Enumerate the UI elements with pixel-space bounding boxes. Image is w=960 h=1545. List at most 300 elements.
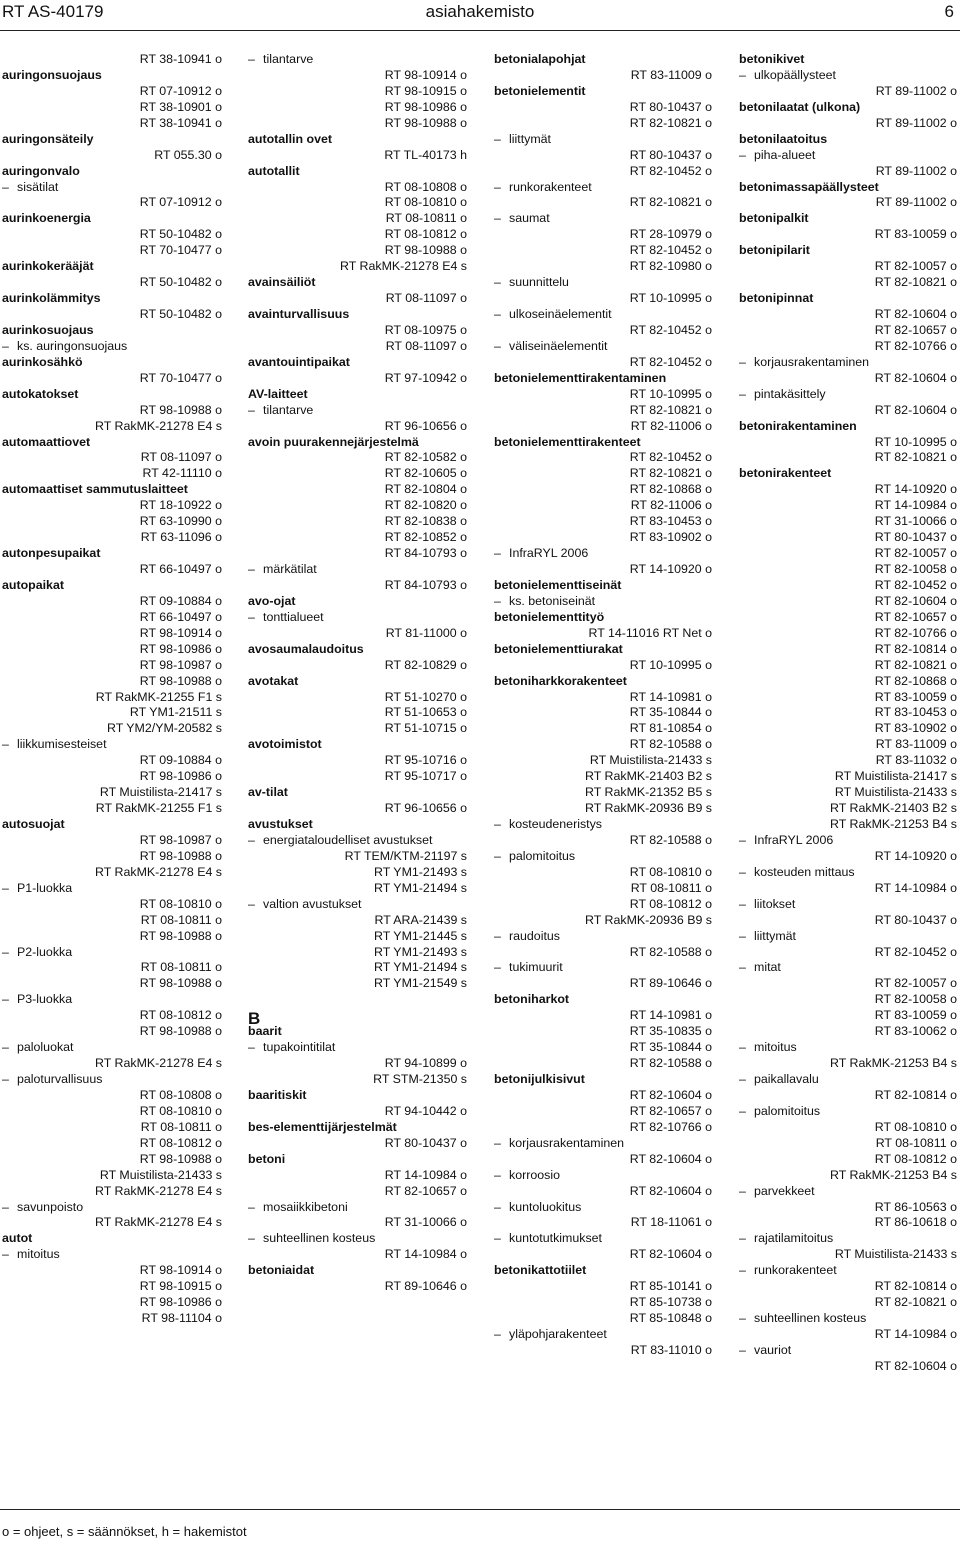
index-heading: av-tilat — [248, 785, 288, 800]
index-reference: RT 82-10604 o — [629, 1247, 712, 1262]
index-reference: RT 18-11061 o — [630, 1215, 712, 1230]
index-reference: RT 82-10657 o — [384, 1183, 467, 1198]
index-heading: betonijulkisivut — [494, 1072, 585, 1086]
index-heading: AV-laitteet — [248, 386, 308, 401]
index-reference: RT 82-11006 o — [630, 418, 712, 433]
letter-heading: B — [248, 1009, 261, 1025]
index-reference: RT 09-10884 o — [139, 593, 222, 608]
index-subentry: – korroosio — [494, 1168, 712, 1184]
index-reference: RT 82-10057 o — [874, 259, 957, 274]
index-subentry: – P3-luokka — [2, 992, 222, 1008]
index-subentry: – P1-luokka — [2, 881, 222, 897]
index-reference: RT 81-10854 o — [629, 721, 712, 736]
index-reference: RT YM2/YM-20582 s — [106, 721, 222, 736]
index-reference: RT STM-21350 s — [373, 1072, 467, 1086]
index-reference: RT 82-10852 o — [384, 530, 467, 545]
index-reference: RT 08-10811 o — [385, 211, 467, 226]
index-reference: RT 83-11009 o — [630, 67, 712, 82]
index-heading: autot — [2, 1231, 33, 1246]
index-reference: RT 82-10057 o — [874, 976, 957, 991]
spacer — [248, 992, 467, 1008]
index-heading: betonirakentaminen — [739, 418, 857, 433]
index-reference: RT YM1-21494 s — [374, 880, 467, 895]
index-reference: RT 50-10482 o — [139, 275, 222, 290]
index-reference: RT 82-10604 o — [629, 1087, 712, 1102]
index-reference: RT 18-10922 o — [139, 498, 222, 513]
index-reference: RT 89-10646 o — [384, 1279, 467, 1294]
index-reference: RT 35-10844 o — [629, 1040, 712, 1055]
index-subentry: – saumat — [494, 211, 712, 227]
index-reference: RT 31-10066 o — [384, 1215, 467, 1230]
index-reference: RT 82-10657 o — [874, 322, 957, 337]
index-subentry: – InfraRYL 2006 — [494, 546, 712, 562]
index-reference: RT 98-10988 o — [139, 673, 222, 688]
index-reference: RT 98-10987 o — [139, 832, 222, 847]
index-reference: RT 89-11002 o — [875, 195, 957, 210]
index-heading: autopaikat — [2, 577, 64, 592]
index-heading: bes-elementtijärjestelmät — [248, 1119, 397, 1134]
header-page-number: 6 — [944, 2, 954, 21]
index-heading: avo-ojat — [248, 593, 296, 608]
index-heading: avotoimistot — [248, 737, 322, 752]
index-subentry: – tilantarve — [248, 403, 467, 419]
index-reference: RT 50-10482 o — [139, 307, 222, 321]
index-reference: RT 98-10988 o — [139, 1024, 222, 1039]
index-subentry: – suhteellinen kosteus — [739, 1311, 957, 1327]
index-reference: RT 80-10437 o — [384, 1135, 467, 1150]
index-reference: RT 80-10437 o — [629, 99, 712, 114]
index-subentry: – mitat — [739, 960, 957, 976]
index-reference: RT 82-10821 o — [629, 466, 712, 481]
index-reference: RT 82-10821 o — [874, 657, 957, 672]
index-reference: RT 08-10810 o — [629, 864, 712, 879]
index-reference: RT 08-10810 o — [139, 896, 222, 911]
index-reference: RT 08-11097 o — [385, 291, 467, 306]
index-reference: RT 95-10717 o — [384, 769, 467, 784]
index-subentry: – vauriot — [739, 1343, 957, 1359]
index-subentry: – pintakäsittely — [739, 387, 957, 403]
index-reference: RT Muistilista-21433 s — [589, 753, 712, 768]
index-heading: automaattiovet — [2, 434, 91, 449]
index-reference: RT 055.30 o — [154, 147, 222, 162]
index-reference: RT 82-10452 o — [629, 450, 712, 465]
index-reference: RT 35-10844 o — [629, 705, 712, 720]
index-reference: RT 83-10059 o — [874, 689, 957, 704]
index-heading: betonikivet — [739, 52, 805, 66]
index-reference: RT 14-10984 o — [874, 880, 957, 895]
index-reference: RT 82-10588 o — [629, 832, 712, 847]
index-heading: betonilaatoitus — [739, 131, 828, 146]
index-heading: autosuojat — [2, 817, 65, 831]
index-reference: RT 38-10901 o — [139, 99, 222, 114]
index-subentry: – ulkopäällysteet — [739, 68, 957, 84]
index-reference: RT ARA-21439 s — [374, 912, 467, 927]
index-reference: RT 51-10653 o — [384, 705, 467, 720]
index-reference: RT 82-10766 o — [874, 625, 957, 640]
index-heading: avainsäiliöt — [248, 275, 316, 290]
index-reference: RT 98-11104 o — [141, 1311, 222, 1326]
index-subentry: – ks. auringonsuojaus — [2, 339, 222, 355]
index-subentry: – märkätilat — [248, 562, 467, 578]
index-reference: RT YM1-21549 s — [374, 976, 467, 991]
index-subentry: – liittymät — [494, 132, 712, 148]
index-reference: RT Muistilista-21417 s — [834, 769, 957, 784]
index-reference: RT 82-10604 o — [874, 593, 957, 608]
index-reference: RT 08-10812 o — [874, 1151, 957, 1166]
index-heading: aurinkosuojaus — [2, 322, 94, 337]
index-reference: RT 08-10975 o — [384, 322, 467, 337]
index-reference: RT 08-10808 o — [384, 179, 467, 194]
index-reference: RT 10-10995 o — [874, 434, 957, 449]
index-reference: RT Muistilista-21433 s — [834, 785, 957, 800]
index-heading: betonielementtityö — [494, 609, 605, 624]
index-reference: RT 38-10941 o — [139, 52, 222, 66]
index-heading: avainturvallisuus — [248, 307, 350, 321]
index-reference: RT 82-10452 o — [874, 944, 957, 959]
index-reference: RT 82-10868 o — [874, 673, 957, 688]
index-subentry: – suunnittelu — [494, 275, 712, 291]
index-subentry: – liittymät — [739, 929, 957, 945]
index-subentry: – korjausrakentaminen — [739, 355, 957, 371]
index-reference: RT 82-10588 o — [629, 944, 712, 959]
index-reference: RT 66-10497 o — [139, 562, 222, 576]
index-subentry: – rajatilamitoitus — [739, 1231, 957, 1247]
index-reference: RT 51-10715 o — [384, 721, 467, 736]
index-reference: RT 08-10812 o — [384, 227, 467, 242]
index-reference: RT 98-10914 o — [139, 625, 222, 640]
index-reference: RT 08-10808 o — [139, 1087, 222, 1102]
index-reference: RT 83-10902 o — [874, 721, 957, 736]
header-document-code: RT AS-40179 — [2, 2, 104, 21]
index-reference: RT RakMK-21278 E4 s — [340, 259, 467, 274]
index-reference: RT 08-11097 o — [140, 450, 222, 465]
index-reference: RT 82-10057 o — [874, 546, 957, 561]
index-subentry: – valtion avustukset — [248, 897, 467, 913]
index-reference: RT 08-11097 o — [385, 338, 467, 353]
index-reference: RT 07-10912 o — [139, 83, 222, 98]
index-reference: RT 83-10902 o — [629, 530, 712, 545]
index-reference: RT 98-10988 o — [384, 115, 467, 130]
index-reference: RT 98-10914 o — [139, 1263, 222, 1278]
header-rule — [0, 30, 960, 31]
index-reference: RT 80-10437 o — [874, 912, 957, 927]
index-column-4 — [739, 52, 957, 1375]
index-reference: RT RakMK-20936 B9 s — [585, 912, 712, 927]
index-reference: RT 82-10804 o — [384, 482, 467, 497]
index-subentry: – P2-luokka — [2, 945, 222, 961]
index-reference: RT RakMK-21403 B2 s — [830, 801, 957, 816]
index-heading: autotallin ovet — [248, 131, 332, 146]
index-reference: RT 42-11110 o — [142, 466, 222, 481]
index-reference: RT 98-10988 o — [139, 976, 222, 991]
index-reference: RT 35-10835 o — [629, 1024, 712, 1039]
index-subentry: – tonttialueet — [248, 610, 467, 626]
index-reference: RT 82-10452 o — [629, 243, 712, 258]
index-reference: RT 82-10588 o — [629, 1056, 712, 1071]
index-heading: autonpesupaikat — [2, 546, 101, 561]
index-reference: RT YM1-21493 s — [374, 944, 467, 959]
index-reference: RT 70-10477 o — [139, 243, 222, 258]
index-reference: RT 14-10984 o — [384, 1247, 467, 1262]
index-reference: RT YM1-21493 s — [374, 864, 467, 879]
index-subentry: – paloluokat — [2, 1040, 222, 1056]
index-reference: RT 14-10981 o — [629, 689, 712, 704]
index-reference: RT 82-10604 o — [629, 1151, 712, 1166]
index-reference: RT 82-10814 o — [874, 1279, 957, 1294]
index-reference: RT 51-10270 o — [384, 689, 467, 704]
index-subentry: – ks. betoniseinät — [494, 594, 712, 610]
index-reference: RT 82-10814 o — [874, 1087, 957, 1102]
index-reference: RT RakMK-21278 E4 s — [95, 1056, 222, 1071]
index-reference: RT 94-10442 o — [384, 1103, 467, 1118]
index-reference: RT Muistilista-21433 s — [834, 1247, 957, 1262]
index-reference: RT 82-10452 o — [874, 577, 957, 592]
index-heading: betoniharkot — [494, 992, 570, 1007]
index-reference: RT 85-10141 o — [629, 1279, 712, 1294]
index-reference: RT RakMK-21253 B4 s — [830, 1167, 957, 1182]
index-subentry: – mitoitus — [739, 1040, 957, 1056]
index-heading: auringonsuojaus — [2, 67, 102, 82]
index-reference: RT 84-10793 o — [384, 577, 467, 592]
index-reference: RT 82-10821 o — [874, 275, 957, 290]
index-subentry: – savunpoisto — [2, 1200, 222, 1216]
index-reference: RT RakMK-21253 B4 s — [830, 817, 957, 831]
index-reference: RT 82-10058 o — [874, 562, 957, 576]
index-reference: RT 08-10811 o — [140, 912, 222, 927]
index-reference: RT TEM/KTM-21197 s — [344, 848, 467, 863]
index-reference: RT 83-11032 o — [875, 753, 957, 768]
index-reference: RT 14-10984 o — [874, 1327, 957, 1341]
index-heading: avosaumalaudoitus — [248, 641, 364, 656]
index-reference: RT 98-10987 o — [139, 657, 222, 672]
index-reference: RT 83-11010 o — [630, 1342, 712, 1357]
index-reference: RT 82-10604 o — [874, 1358, 957, 1373]
index-reference: RT 07-10912 o — [139, 195, 222, 210]
footer-legend: o = ohjeet, s = säännökset, h = hakemistot — [2, 1524, 247, 1539]
index-column-2 — [248, 52, 467, 1295]
index-reference: RT 09-10884 o — [139, 753, 222, 768]
index-subentry: – korjausrakentaminen — [494, 1136, 712, 1152]
index-subentry: – tilantarve — [248, 52, 467, 68]
index-reference: RT 98-10914 o — [384, 67, 467, 82]
index-heading: auringonsäteily — [2, 131, 94, 146]
index-heading: avoin puurakennejärjestelmä — [248, 434, 419, 449]
index-reference: RT 14-10984 o — [874, 498, 957, 513]
index-column-1 — [2, 52, 222, 1327]
index-heading: baaritiskit — [248, 1087, 307, 1102]
index-reference: RT RakMK-21352 B5 s — [585, 785, 712, 800]
index-reference: RT 82-10604 o — [874, 370, 957, 385]
page-header — [0, 0, 960, 26]
index-reference: RT 14-10920 o — [629, 562, 712, 576]
index-subentry: – raudoitus — [494, 929, 712, 945]
index-reference: RT 82-10868 o — [629, 482, 712, 497]
index-subentry: – suhteellinen kosteus — [248, 1231, 467, 1247]
index-reference: RT 98-10988 o — [384, 243, 467, 258]
index-reference: RT 14-10920 o — [874, 482, 957, 497]
footer-rule — [0, 1509, 960, 1510]
index-reference: RT 82-10604 o — [874, 402, 957, 417]
index-reference: RT 28-10979 o — [629, 227, 712, 242]
index-reference: RT 82-10605 o — [384, 466, 467, 481]
index-reference: RT 14-11016 RT Net o — [588, 625, 712, 640]
index-heading: betonipinnat — [739, 291, 814, 306]
index-reference: RT RakMK-21255 F1 s — [95, 801, 222, 816]
index-heading: betonikattotiilet — [494, 1263, 587, 1278]
index-reference: RT 82-10452 o — [629, 354, 712, 369]
index-heading: betonielementtirakenteet — [494, 434, 641, 449]
index-heading: betonielementit — [494, 83, 586, 98]
index-subentry: – energiataloudelliset avustukset — [248, 833, 467, 849]
index-reference: RT 89-11002 o — [875, 115, 957, 130]
index-reference: RT 95-10716 o — [384, 753, 467, 768]
index-reference: RT 82-10657 o — [629, 1103, 712, 1118]
index-reference: RT 08-10810 o — [874, 1119, 957, 1134]
index-reference: RT 98-10988 o — [139, 402, 222, 417]
index-heading: auringonvalo — [2, 163, 80, 178]
index-subentry: – liitokset — [739, 897, 957, 913]
index-reference: RT 63-11096 o — [140, 530, 222, 545]
index-reference: RT 08-10812 o — [629, 896, 712, 911]
index-reference: RT 10-10995 o — [629, 291, 712, 306]
index-reference: RT 85-10848 o — [629, 1311, 712, 1326]
index-heading: betonirakenteet — [739, 466, 832, 481]
index-heading: aurinkolämmitys — [2, 291, 101, 306]
index-reference: RT 89-11002 o — [875, 83, 957, 98]
index-reference: RT 14-10920 o — [874, 848, 957, 863]
index-subentry: – palomitoitus — [739, 1104, 957, 1120]
index-subentry: – runkorakenteet — [494, 180, 712, 196]
index-reference: RT 83-10059 o — [874, 227, 957, 242]
index-column-3 — [494, 52, 712, 1359]
index-reference: RT 80-10437 o — [874, 530, 957, 545]
index-heading: betonielementtirakentaminen — [494, 370, 667, 385]
index-reference: RT 82-10058 o — [874, 992, 957, 1007]
index-subentry: – kuntoluokitus — [494, 1200, 712, 1216]
index-reference: RT 08-10811 o — [140, 960, 222, 975]
index-reference: RT 82-10604 o — [874, 307, 957, 321]
index-heading: baarit — [248, 1024, 282, 1039]
index-reference: RT 80-10437 o — [629, 147, 712, 162]
index-reference: RT 10-10995 o — [629, 657, 712, 672]
index-reference: RT 96-10656 o — [384, 418, 467, 433]
index-reference: RT RakMK-21253 B4 s — [830, 1056, 957, 1071]
index-reference: RT 82-10820 o — [384, 498, 467, 513]
index-reference: RT 63-10990 o — [139, 514, 222, 529]
index-reference: RT RakMK-21278 E4 s — [95, 864, 222, 879]
index-reference: RT 82-10582 o — [384, 450, 467, 465]
index-heading: betonilaatat (ulkona) — [739, 99, 861, 114]
header-section-title: asiahakemisto — [425, 2, 535, 21]
index-heading: avantouintipaikat — [248, 354, 350, 369]
index-reference: RT 83-10453 o — [629, 514, 712, 529]
index-reference: RT YM1-21494 s — [374, 960, 467, 975]
index-reference: RT 83-11009 o — [875, 737, 957, 752]
index-reference: RT 82-10588 o — [629, 737, 712, 752]
index-heading: autokatokset — [2, 386, 79, 401]
index-subentry: – tukimuurit — [494, 960, 712, 976]
index-reference: RT 98-10988 o — [139, 848, 222, 863]
index-reference: RT 08-10811 o — [140, 1119, 222, 1134]
index-reference: RT 14-10984 o — [384, 1167, 467, 1182]
index-reference: RT 98-10986 o — [384, 99, 467, 114]
index-subentry: – parvekkeet — [739, 1184, 957, 1200]
index-reference: RT 98-10986 o — [139, 769, 222, 784]
index-subentry: – väliseinäelementit — [494, 339, 712, 355]
index-subentry: – liikkumisesteiset — [2, 737, 222, 753]
index-heading: aurinkokerääjät — [2, 259, 94, 274]
index-reference: RT 86-10563 o — [874, 1199, 957, 1214]
index-reference: RT 98-10988 o — [139, 1151, 222, 1166]
index-heading: betonipalkit — [739, 211, 809, 226]
index-subentry: – paloturvallisuus — [2, 1072, 222, 1088]
index-reference: RT 82-10604 o — [629, 1183, 712, 1198]
index-subentry: – yläpohjarakenteet — [494, 1327, 712, 1343]
index-reference: RT 08-10810 o — [384, 195, 467, 210]
index-reference: RT 82-10821 o — [629, 115, 712, 130]
index-reference: RT 82-10821 o — [629, 402, 712, 417]
index-reference: RT Muistilista-21417 s — [99, 785, 222, 800]
index-reference: RT 97-10942 o — [384, 370, 467, 385]
index-reference: RT 08-10812 o — [139, 1135, 222, 1150]
index-reference: RT 82-10838 o — [384, 514, 467, 529]
index-reference: RT 83-10453 o — [874, 705, 957, 720]
index-reference: RT 82-10980 o — [629, 259, 712, 274]
index-reference: RT 31-10066 o — [874, 514, 957, 529]
index-reference: RT 82-10452 o — [629, 322, 712, 337]
index-reference: RT 86-10618 o — [874, 1215, 957, 1230]
index-heading: autotallit — [248, 163, 300, 178]
index-reference: RT 38-10941 o — [139, 115, 222, 130]
index-heading: aurinkoenergia — [2, 211, 91, 226]
index-reference: RT 98-10915 o — [139, 1279, 222, 1294]
index-heading: betonimassapäällysteet — [739, 179, 879, 194]
index-reference: RT RakMK-20936 B9 s — [585, 801, 712, 816]
index-subentry: – runkorakenteet — [739, 1263, 957, 1279]
index-subentry: – kosteudeneristys — [494, 817, 712, 833]
index-heading: avotakat — [248, 673, 299, 688]
index-reference: RT 82-10814 o — [874, 641, 957, 656]
index-reference: RT TL-40173 h — [384, 147, 467, 162]
index-reference: RT 98-10915 o — [384, 83, 467, 98]
index-reference: RT 81-11000 o — [385, 625, 467, 640]
index-subentry: – ulkoseinäelementit — [494, 307, 712, 323]
index-reference: RT 08-10812 o — [139, 1008, 222, 1023]
index-reference: RT 14-10981 o — [629, 1008, 712, 1023]
index-reference: RT RakMK-21403 B2 s — [585, 769, 712, 784]
index-reference: RT 94-10899 o — [384, 1056, 467, 1071]
index-subentry: – paikallavalu — [739, 1072, 957, 1088]
index-reference: RT RakMK-21278 E4 s — [95, 1183, 222, 1198]
index-subentry: – mitoitus — [2, 1247, 222, 1263]
index-reference: RT 83-10059 o — [874, 1008, 957, 1023]
index-reference: RT YM1-21445 s — [374, 928, 467, 943]
index-reference: RT 83-10062 o — [874, 1024, 957, 1039]
index-reference: RT 10-10995 o — [629, 386, 712, 401]
index-reference: RT YM1-21511 s — [129, 705, 222, 720]
index-heading: avustukset — [248, 817, 313, 831]
index-reference: RT 08-10811 o — [630, 880, 712, 895]
index-reference: RT Muistilista-21433 s — [99, 1167, 222, 1182]
index-reference: RT 82-10766 o — [874, 338, 957, 353]
index-reference: RT 66-10497 o — [139, 609, 222, 624]
index-heading: betoniharkkorakenteet — [494, 673, 627, 688]
index-reference: RT 89-10646 o — [629, 976, 712, 991]
index-reference: RT 82-10829 o — [384, 657, 467, 672]
index-reference: RT 82-10766 o — [629, 1119, 712, 1134]
index-reference: RT 82-10657 o — [874, 609, 957, 624]
index-heading: automaattiset sammutuslaitteet — [2, 482, 188, 497]
